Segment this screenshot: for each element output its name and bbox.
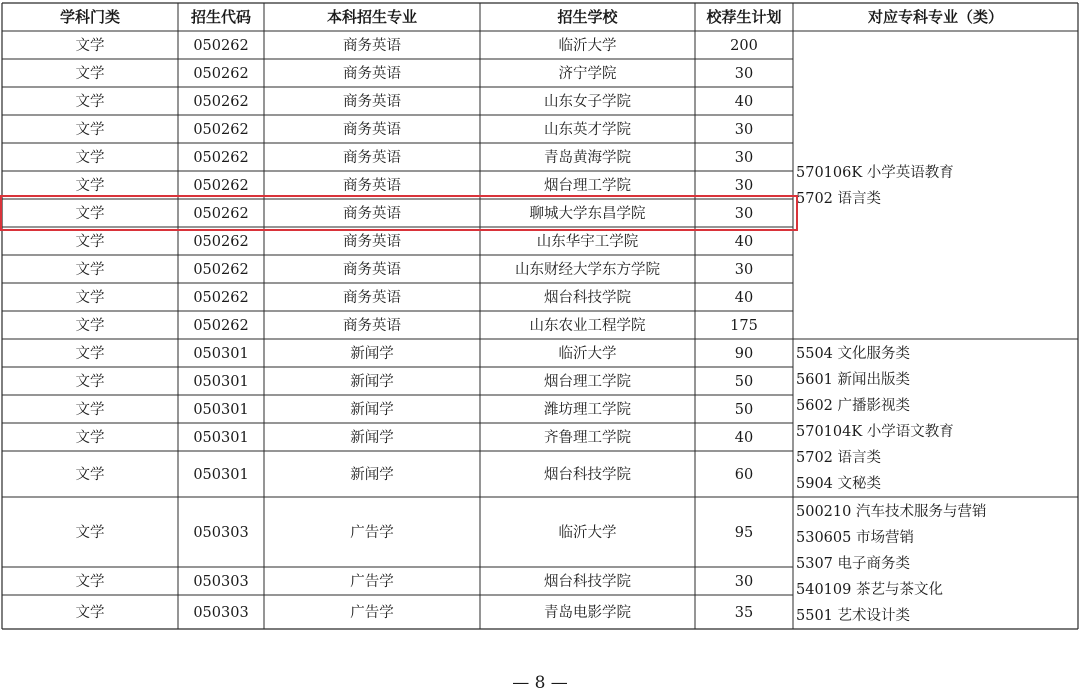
related-major: 570104K 小学语文教育 <box>796 424 954 440</box>
related-major: 500210 汽车技术服务与营销 <box>796 504 987 520</box>
cell-major: 商务英语 <box>343 94 401 110</box>
cell-school: 山东农业工程学院 <box>529 318 646 334</box>
cell-category: 文学 <box>75 374 105 390</box>
cell-major: 广告学 <box>350 574 394 590</box>
header-cell: 招生代码 <box>190 8 252 26</box>
cell-quota: 175 <box>730 318 758 334</box>
cell-school: 烟台科技学院 <box>544 467 631 483</box>
related-major: 5602 广播影视类 <box>796 398 911 414</box>
cell-quota: 30 <box>734 206 754 222</box>
related-major: 5601 新闻出版类 <box>796 372 911 388</box>
cell-category: 文学 <box>75 525 105 541</box>
table-row <box>76 465 754 483</box>
related-major: 5702 语言类 <box>796 450 882 466</box>
cell-major: 商务英语 <box>343 66 401 82</box>
table-row <box>76 232 754 250</box>
cell-school: 临沂大学 <box>558 525 617 541</box>
cell-code: 050262 <box>193 206 249 222</box>
table-row <box>76 524 754 541</box>
cell-category: 文学 <box>75 605 105 621</box>
cell-major: 商务英语 <box>343 206 401 222</box>
cell-code: 050262 <box>193 262 249 278</box>
cell-school: 山东华宇工学院 <box>536 234 639 250</box>
cell-quota: 30 <box>734 178 754 194</box>
cell-major: 商务英语 <box>343 178 401 194</box>
cell-major: 商务英语 <box>343 38 401 54</box>
cell-quota: 40 <box>734 94 754 110</box>
cell-code: 050301 <box>193 346 249 362</box>
cell-quota: 30 <box>734 574 754 590</box>
cell-major: 商务英语 <box>343 318 401 334</box>
cell-code: 050303 <box>193 605 249 621</box>
cell-major: 商务英语 <box>343 150 401 166</box>
table-row <box>76 260 754 278</box>
related-major: 5307 电子商务类 <box>796 556 911 572</box>
cell-quota: 30 <box>734 262 754 278</box>
cell-major: 商务英语 <box>343 290 401 306</box>
table-grid <box>2 3 1078 629</box>
cell-category: 文学 <box>75 94 105 110</box>
cell-code: 050303 <box>193 574 249 590</box>
header-cell: 学科门类 <box>59 8 121 26</box>
cell-major: 广告学 <box>350 605 394 621</box>
cell-category: 文学 <box>75 178 105 194</box>
cell-category: 文学 <box>75 346 105 362</box>
cell-quota: 50 <box>734 374 754 390</box>
cell-code: 050262 <box>193 178 249 194</box>
cell-category: 文学 <box>75 150 105 166</box>
cell-code: 050262 <box>193 290 249 306</box>
related-major: 5504 文化服务类 <box>796 346 911 362</box>
cell-major: 广告学 <box>350 525 394 541</box>
cell-school: 烟台科技学院 <box>544 290 631 306</box>
cell-code: 050262 <box>193 234 249 250</box>
header-cell: 对应专科专业（类） <box>867 8 1004 26</box>
cell-major: 商务英语 <box>343 234 401 250</box>
table-row <box>76 92 754 110</box>
cell-code: 050301 <box>193 467 249 483</box>
cell-quota: 50 <box>734 402 754 418</box>
cell-school: 山东英才学院 <box>544 122 631 138</box>
cell-category: 文学 <box>75 38 105 54</box>
cell-major: 新闻学 <box>350 430 394 446</box>
cell-code: 050301 <box>193 430 249 446</box>
related-majors-group <box>796 344 954 492</box>
related-major: 570106K 小学英语教育 <box>796 165 954 181</box>
cell-code: 050262 <box>193 66 249 82</box>
cell-quota: 35 <box>734 605 754 621</box>
cell-category: 文学 <box>75 122 105 138</box>
cell-code: 050262 <box>193 150 249 166</box>
cell-code: 050262 <box>193 318 249 334</box>
cell-quota: 200 <box>730 38 758 54</box>
cell-category: 文学 <box>75 290 105 306</box>
cell-code: 050262 <box>193 94 249 110</box>
header-cell: 本科招生专业 <box>326 8 418 26</box>
cell-school: 烟台理工学院 <box>544 374 631 390</box>
header-cell: 校荐生计划 <box>706 8 782 26</box>
table-row <box>76 372 754 390</box>
cell-school: 烟台科技学院 <box>544 574 631 590</box>
cell-school: 青岛电影学院 <box>544 605 631 621</box>
cell-quota: 40 <box>734 234 754 250</box>
related-major: 530605 市场营销 <box>796 530 914 546</box>
cell-major: 新闻学 <box>350 374 394 390</box>
cell-category: 文学 <box>75 206 105 222</box>
cell-category: 文学 <box>75 66 105 82</box>
cell-quota: 40 <box>734 290 754 306</box>
related-majors-group <box>796 163 954 207</box>
table-row <box>76 288 754 306</box>
table <box>60 8 1003 624</box>
cell-school: 青岛黄海学院 <box>544 150 631 166</box>
cell-school: 临沂大学 <box>558 346 617 362</box>
table-row <box>76 148 754 166</box>
cell-category: 文学 <box>75 574 105 590</box>
cell-major: 商务英语 <box>343 122 401 138</box>
cell-school: 潍坊理工学院 <box>544 402 631 418</box>
table-row <box>76 120 754 138</box>
related-major: 5501 艺术设计类 <box>796 608 911 624</box>
header-cell: 招生学校 <box>557 8 618 26</box>
cell-code: 050262 <box>193 122 249 138</box>
cell-school: 聊城大学东昌学院 <box>529 206 646 222</box>
cell-category: 文学 <box>75 262 105 278</box>
cell-school: 齐鲁理工学院 <box>544 430 631 446</box>
cell-quota: 95 <box>734 525 754 541</box>
cell-code: 050301 <box>193 402 249 418</box>
table-row <box>76 401 754 418</box>
related-major: 540109 茶艺与茶文化 <box>796 582 943 598</box>
cell-school: 山东财经大学东方学院 <box>515 262 660 278</box>
cell-quota: 60 <box>734 467 754 483</box>
cell-category: 文学 <box>75 430 105 446</box>
cell-school: 山东女子学院 <box>544 94 631 110</box>
cell-major: 新闻学 <box>350 402 394 418</box>
cell-school: 济宁学院 <box>558 66 617 82</box>
table-row <box>76 176 754 194</box>
table-row <box>76 345 754 362</box>
table-row <box>76 572 754 590</box>
cell-quota: 30 <box>734 150 754 166</box>
cell-major: 新闻学 <box>350 346 394 362</box>
cell-quota: 90 <box>734 346 754 362</box>
cell-major: 商务英语 <box>343 262 401 278</box>
cell-code: 050301 <box>193 374 249 390</box>
page-number: — 8 — <box>512 673 568 693</box>
cell-category: 文学 <box>75 234 105 250</box>
cell-school: 烟台理工学院 <box>544 178 631 194</box>
related-major: 5702 语言类 <box>796 191 882 207</box>
cell-code: 050262 <box>193 38 249 54</box>
related-majors-group <box>796 502 986 624</box>
table-row <box>76 603 754 621</box>
table-row <box>76 204 754 222</box>
cell-category: 文学 <box>75 402 105 418</box>
table-row <box>76 64 754 82</box>
table-row <box>76 429 754 446</box>
cell-major: 新闻学 <box>350 467 394 483</box>
cell-code: 050303 <box>193 525 249 541</box>
cell-category: 文学 <box>75 467 105 483</box>
related-major: 5904 文秘类 <box>796 476 882 492</box>
cell-category: 文学 <box>75 318 105 334</box>
cell-school: 临沂大学 <box>558 38 617 54</box>
cell-quota: 30 <box>734 122 754 138</box>
cell-quota: 30 <box>734 66 754 82</box>
cell-quota: 40 <box>734 430 754 446</box>
